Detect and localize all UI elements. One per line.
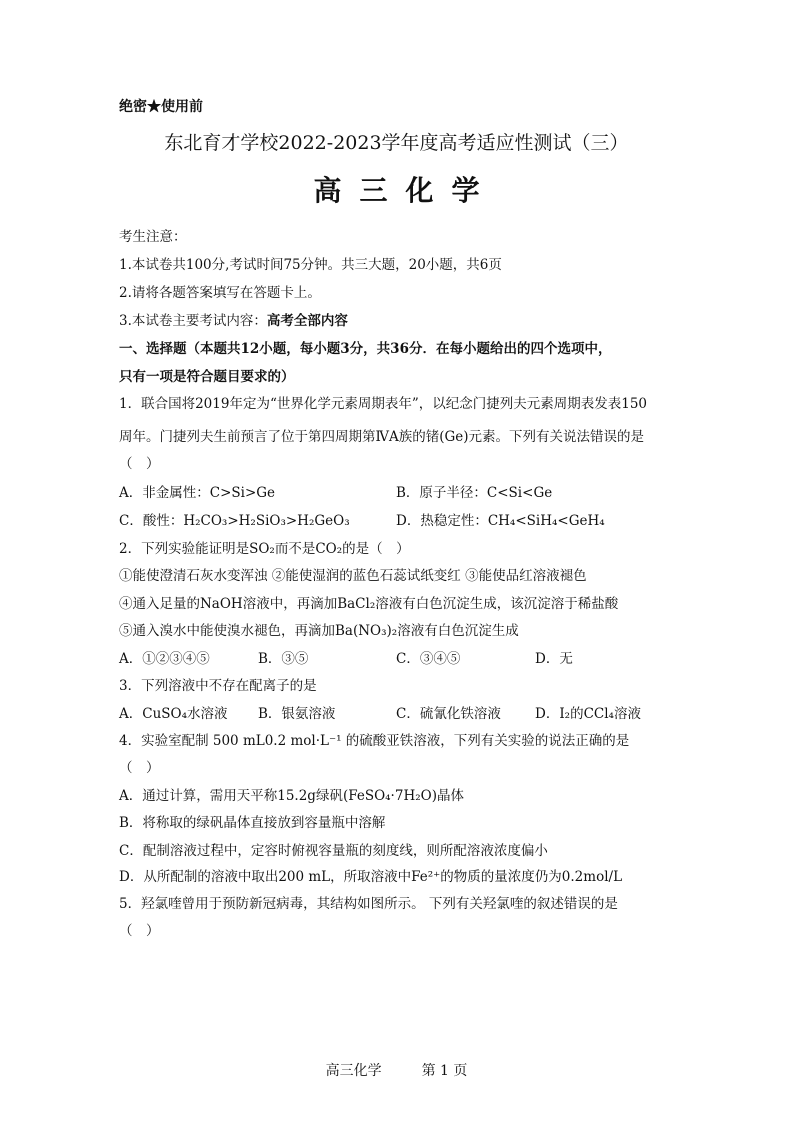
q1-stem-line2: 周年。门捷列夫生前预言了位于第四周期第ⅣA族的锗(Ge)元素。下列有关说法错误的是: [119, 429, 645, 445]
title-char: 高: [313, 174, 342, 207]
notice-item-3-prefix: 3.本试卷主要考试内容：: [119, 313, 267, 329]
q2-stem: 2．下列实验能证明是SO₂而不是CO₂的是（ ）: [119, 541, 410, 557]
q3-stem: 3．下列溶液中不存在配离子的是: [119, 678, 317, 694]
page-footer: [0, 1060, 793, 1080]
notice-heading: 考生注意：: [119, 229, 187, 245]
section1-heading-line1: 一、选择题（本题共12小题，每小题3分，共36分．在每小题给出的四个选项中，: [119, 341, 612, 357]
notice-item-2: 2.请将各题答案填写在答题卡上。: [119, 285, 321, 301]
q4-option-a: A．通过计算，需用天平称15.2g绿矾(FeSO₄·7H₂O)晶体: [119, 788, 464, 804]
section1-heading-line2: 只有一项是符合题目要求的）: [119, 369, 295, 385]
notice-item-3-bold: 高考全部内容: [266, 313, 348, 329]
q1-option-d: D．热稳定性：CH₄<SiH₄<GeH₄: [396, 513, 605, 529]
q5-stem: 5．羟氯喹曾用于预防新冠病毒，其结构如图所示。 下列有关羟氯喹的叙述错误的是: [119, 896, 618, 912]
q4-stem: 4．实验室配制 500 mL0.2 mol·L⁻¹ 的硫酸亚铁溶液，下列有关实验的说法正确的是: [119, 733, 630, 749]
q1-answer-bracket: （ ）: [119, 456, 160, 472]
exam-title: [0, 174, 793, 208]
q2-statement-5: ⑤通入溴水中能使溴水褪色，再滴加Ba(NO₃)₂溶液有白色沉淀生成: [119, 623, 519, 639]
q3-option-b: B．银氨溶液: [258, 706, 336, 722]
q4-answer-bracket: （ ）: [119, 760, 160, 776]
q1-option-b: B．原子半径：C<Si<Ge: [396, 485, 553, 501]
footer-page-number: 第 1 页: [421, 1063, 468, 1079]
q5-answer-bracket: （ ）: [119, 923, 160, 939]
q4-option-d: D．从所配制的溶液中取出200 mL，所取溶液中Fe²⁺的物质的量浓度仍为0.2mol/L: [119, 869, 623, 885]
q2-option-c: C．③④⑤: [396, 651, 461, 667]
q4-option-c: C．配制溶液过程中，定容时俯视容量瓶的刻度线，则所配溶液浓度偏小: [119, 843, 548, 859]
q4-option-b: B．将称取的绿矾晶体直接放到容量瓶中溶解: [119, 815, 386, 831]
q3-option-c: C．硫氰化铁溶液: [396, 706, 501, 722]
school-title: 东北育才学校2022-2023学年度高考适应性测试（三）: [164, 132, 629, 154]
confidential-label: 绝密★使用前: [119, 99, 203, 115]
footer-subject: 高三化学: [325, 1063, 382, 1079]
title-char: 学: [451, 174, 480, 207]
title-char: 三: [359, 174, 388, 207]
notice-item-3: [119, 312, 348, 330]
notice-item-1: 1.本试卷共100分,考试时间75分钟。共三大题，20小题，共6页: [119, 257, 502, 273]
q2-statement-1-3: ①能使澄清石灰水变浑浊 ②能使湿润的蓝色石蕊试纸变红 ③能使品红溶液褪色: [119, 568, 587, 584]
q2-option-a: A．①②③④⑤: [119, 651, 210, 667]
q1-option-a: A．非金属性：C>Si>Ge: [119, 485, 276, 501]
q3-option-a: A．CuSO₄水溶液: [119, 706, 228, 722]
q2-option-b: B．③⑤: [258, 651, 309, 667]
q2-option-d: D．无: [535, 651, 573, 667]
q1-stem-line1: 1．联合国将2019年定为“世界化学元素周期表年”，以纪念门捷列夫元素周期表发表150: [119, 396, 648, 412]
q1-option-c: C．酸性：H₂CO₃>H₂SiO₃>H₂GeO₃: [119, 513, 350, 529]
title-char: 化: [405, 174, 434, 207]
q2-statement-4: ④通入足量的NaOH溶液中，再滴加BaCl₂溶液有白色沉淀生成，该沉淀溶于稀盐酸: [119, 596, 619, 612]
q3-option-d: D．I₂的CCl₄溶液: [535, 706, 641, 722]
